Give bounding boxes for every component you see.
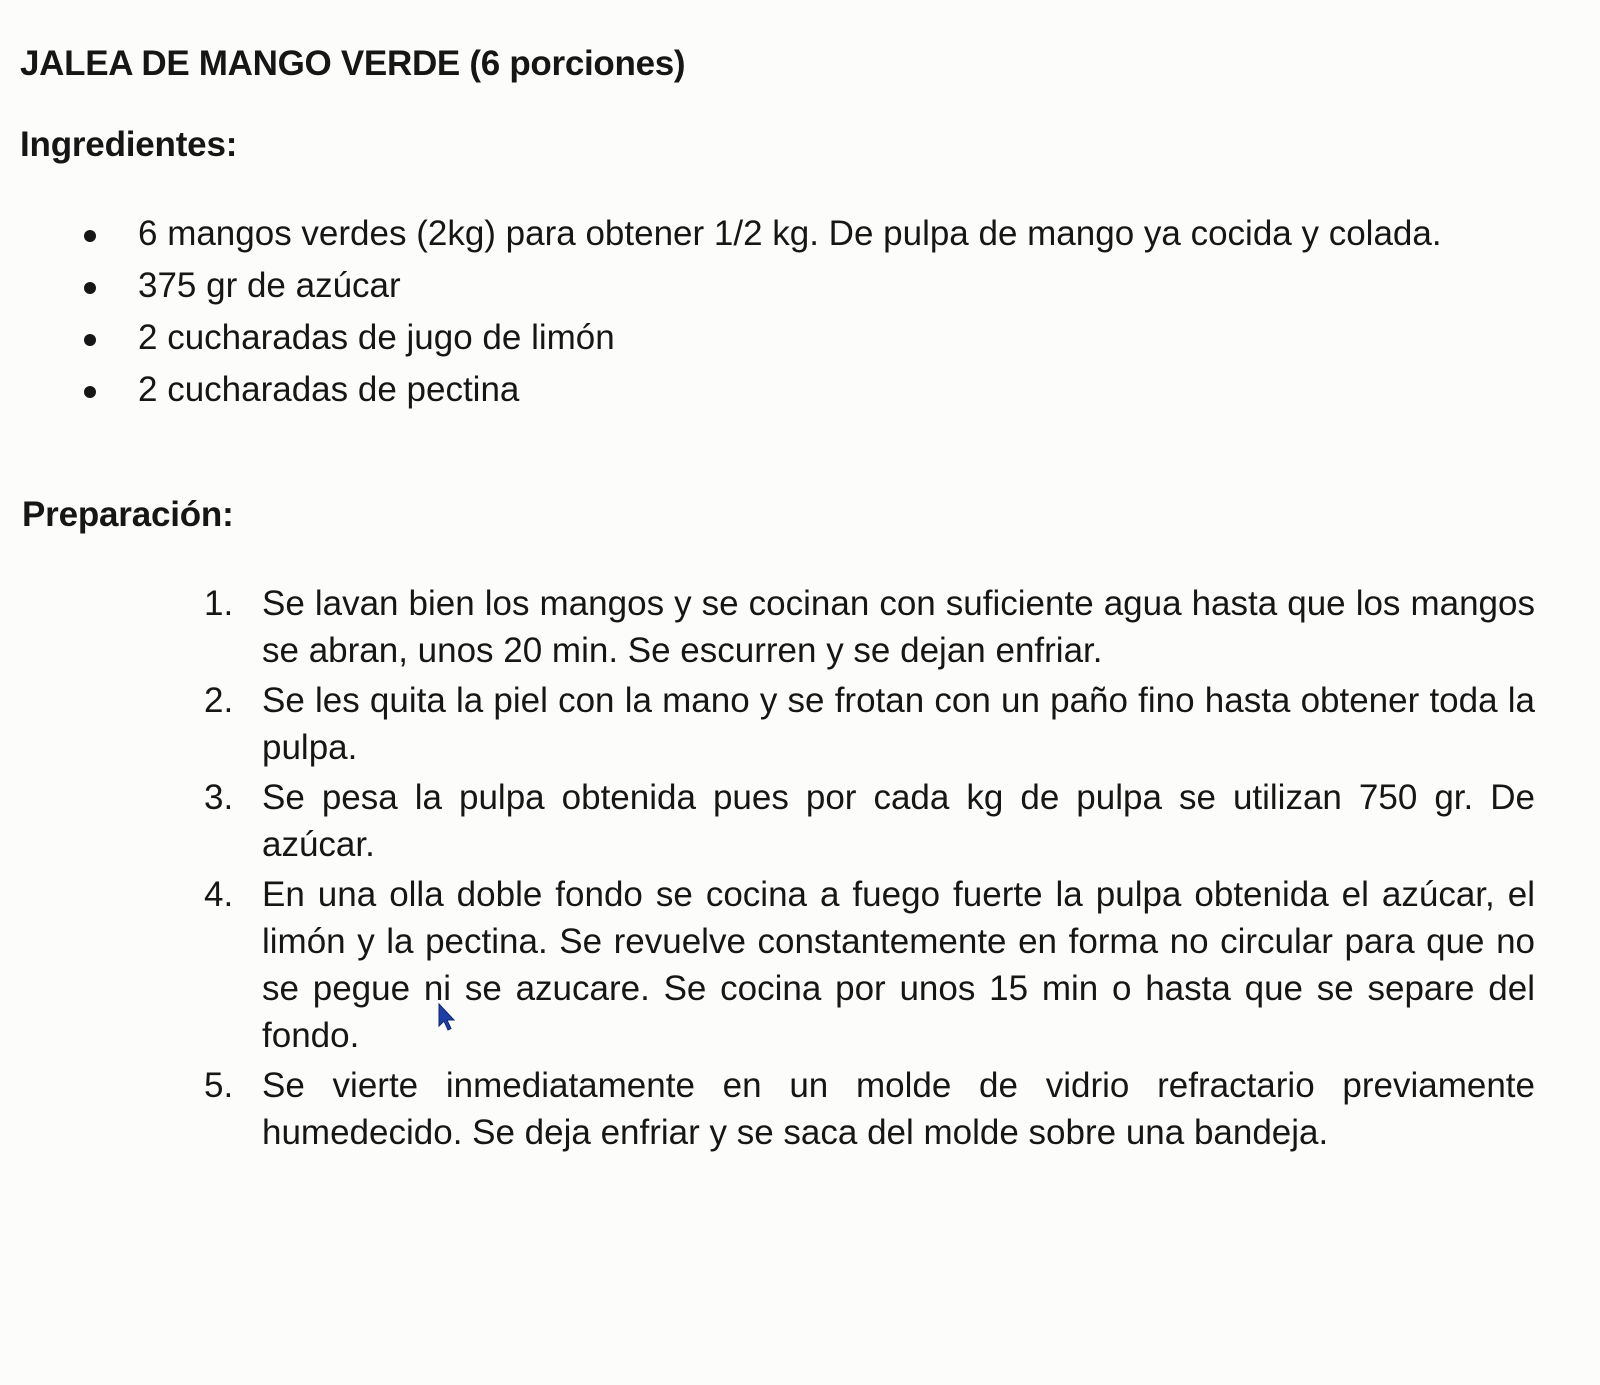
list-item <box>0 314 1528 362</box>
step-number: 3. <box>204 778 234 817</box>
list-item <box>0 774 1535 868</box>
list-item <box>0 262 1528 310</box>
step-text: Se vierte inmediatamente en un molde de vidrio refractario previamente humedecido. Se deja enfriar y se saca del molde sobre una bandeja. <box>262 1066 1535 1152</box>
list-item <box>0 210 1528 258</box>
ingredient-text: 375 gr de azúcar <box>138 266 401 305</box>
ingredient-text: 2 cucharadas de jugo de limón <box>138 318 615 357</box>
step-text: En una olla doble fondo se cocina a fuego fuerte la pulpa obtenida el azúcar, el limón y la pectina. Se revuelve constantemente en forma no circular para que no se pegue ni se azucare. Se cocina por unos 15 min o hasta que se separe del fondo. <box>262 875 1535 1055</box>
list-item <box>0 580 1535 674</box>
preparation-heading: Preparación: <box>22 495 234 534</box>
step-text: Se pesa la pulpa obtenida pues por cada kg de pulpa se utilizan 750 gr. De azúcar. <box>262 778 1535 864</box>
ingredient-text: 6 mangos verdes (2kg) para obtener 1/2 kg. De pulpa de mango ya cocida y colada. <box>138 214 1442 253</box>
step-number: 4. <box>204 875 234 914</box>
ingredients-list <box>0 210 1600 418</box>
list-item <box>0 1062 1535 1156</box>
bullet-icon <box>84 230 96 242</box>
bullet-icon <box>84 386 96 398</box>
list-item <box>0 366 1528 414</box>
step-number: 2. <box>204 681 234 720</box>
ingredient-text: 2 cucharadas de pectina <box>138 370 520 409</box>
bullet-icon <box>84 334 96 346</box>
mouse-pointer-icon <box>436 1002 458 1032</box>
list-item <box>0 677 1535 771</box>
list-item <box>0 871 1535 1059</box>
preparation-steps <box>0 580 1600 1159</box>
step-number: 5. <box>204 1066 234 1105</box>
step-text: Se les quita la piel con la mano y se frotan con un paño fino hasta obtener toda la pulpa. <box>262 681 1535 767</box>
bullet-icon <box>84 282 96 294</box>
step-number: 1. <box>204 584 234 623</box>
ingredients-heading: Ingredientes: <box>20 125 238 164</box>
recipe-title: JALEA DE MANGO VERDE (6 porciones) <box>20 44 686 83</box>
step-text: Se lavan bien los mangos y se cocinan con suficiente agua hasta que los mangos se abran, unos 20 min. Se escurren y se dejan enfriar. <box>262 584 1535 670</box>
